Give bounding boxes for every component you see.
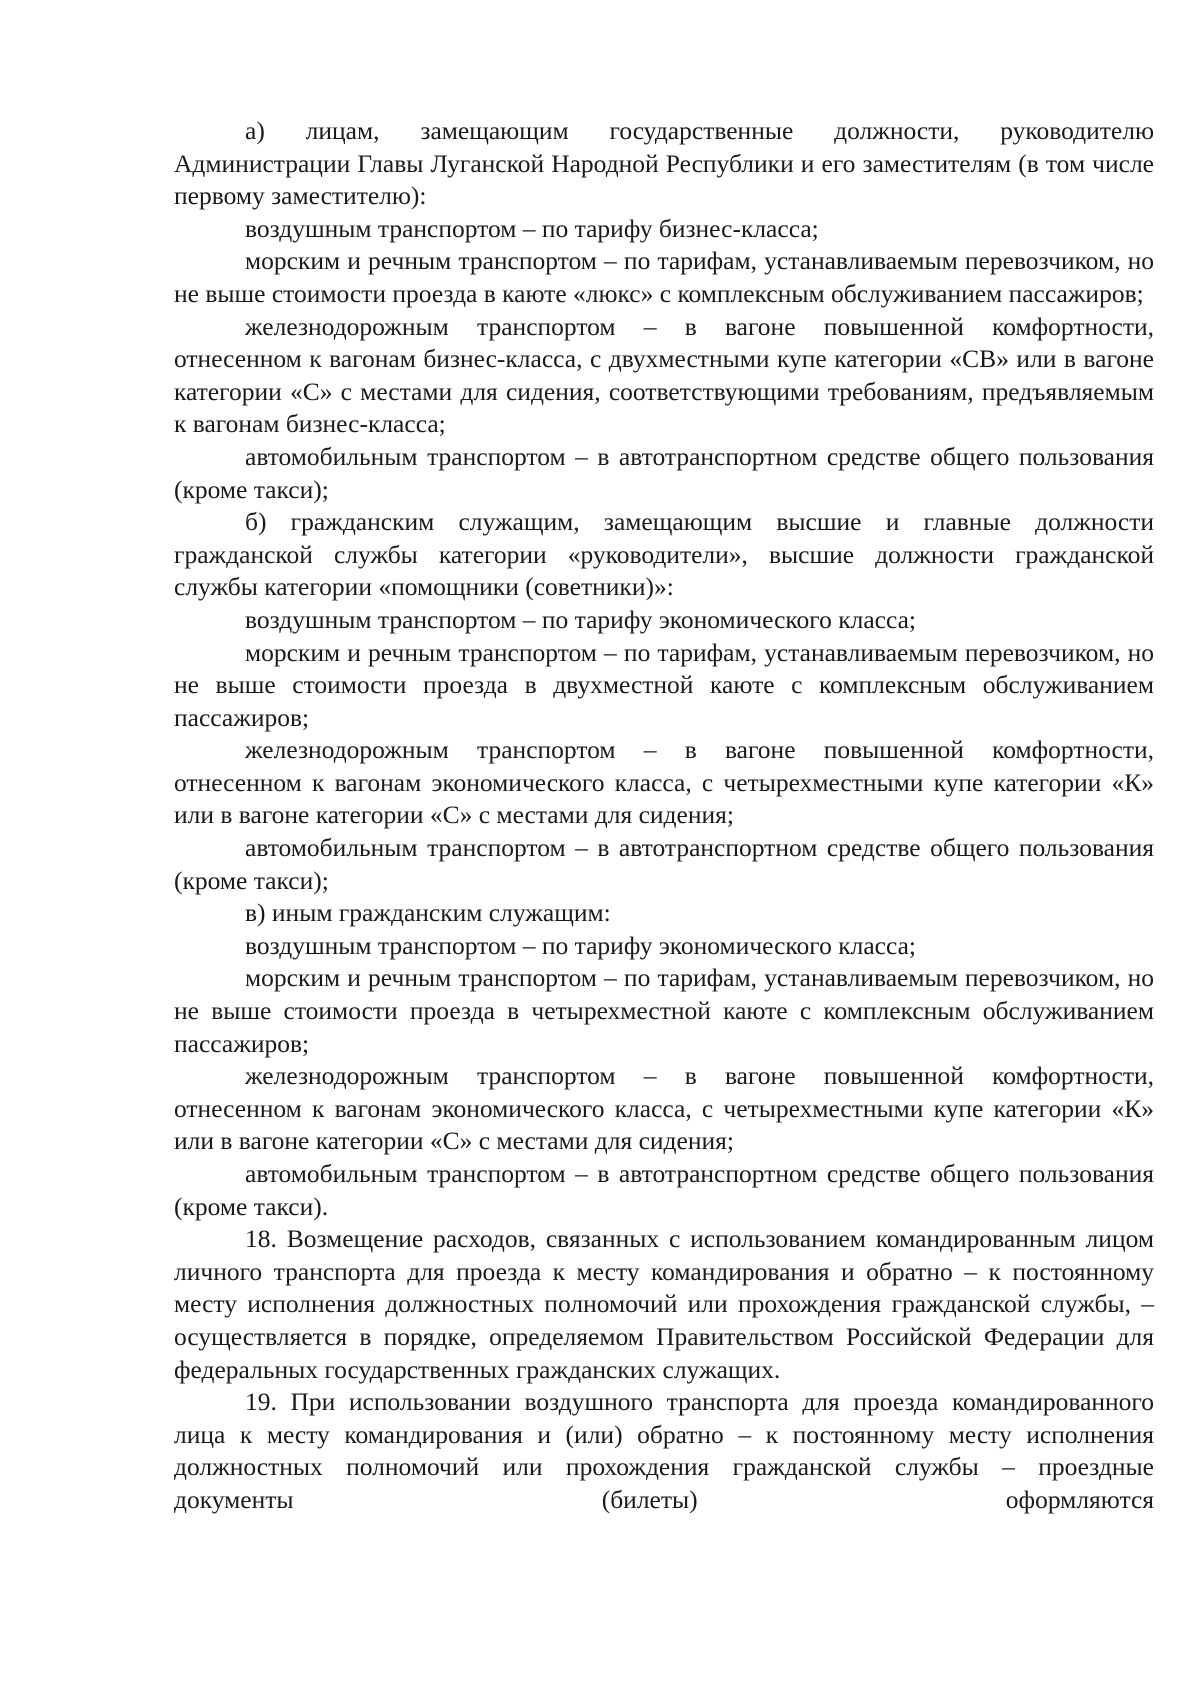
paragraph-c-auto: автомобильным транспортом – в автотранспортном средстве общего пользования (кроме такси). [174,1159,1154,1221]
paragraph-a-heading: а) лицам, замещающим государственные должности, руководителю Администрации Главы Луганской Народной Республики и его заместителям (в том числе первому заместителю): [174,116,1154,211]
paragraph-a-auto: автомобильным транспортом – в автотранспортном средстве общего пользования (кроме такси); [174,441,1154,504]
paragraph-c-rail: железнодорожным транспортом – в вагоне повышенной комфортности, отнесенном к вагонам экономического класса, с четырехместными купе категории «К» или в вагоне категории «С» с местами для сидения; [174,1061,1154,1156]
paragraph-b-rail: железнодорожным транспортом – в вагоне повышенной комфортности, отнесенном к вагонам экономического класса, с четырехместными купе категории «К» или в вагоне категории «С» с местами для сидения; [174,735,1154,830]
paragraph-a-sea: морским и речным транспортом – по тарифам, устанавливаемым перевозчиком, но не выше стоимости проезда в каюте «люкс» с комплексным обслуживанием пассажиров; [174,246,1154,308]
paragraph-a-air: воздушным транспортом – по тарифу бизнес-класса; [245,213,819,243]
paragraph-b-sea: морским и речным транспортом – по тарифам, устанавливаемым перевозчиком, но не выше стоимости проезда в двухместной каюте с комплексным обслуживанием пассажиров; [174,637,1154,732]
paragraph-c-heading: в) иным гражданским служащим: [245,898,611,928]
paragraph-item-18: 18. Возмещение расходов, связанных с использованием командированным лицом личного транспорта для проезда к месту командирования и обратно – к постоянному месту исполнения должностных полномочий или прохождения гражданской службы, – осуществляется в порядке, определяемом Правительством Российской Федерации для федеральных государственных гражданских служащих. [174,1224,1154,1384]
paragraph-b-heading: б) гражданским служащим, замещающим высшие и главные должности гражданской службы категории «руководители», высшие должности гражданской службы категории «помощники (советники)»: [174,507,1154,602]
paragraph-c-sea: морским и речным транспортом – по тарифам, устанавливаемым перевозчиком, но не выше стоимости проезда в четырехместной каюте с комплексным обслуживанием пассажиров; [174,963,1154,1058]
paragraph-a-rail: железнодорожным транспортом – в вагоне повышенной комфортности, отнесенном к вагонам бизнес-класса, с двухместными купе категории «СВ» или в вагоне категории «С» с местами для сидения, соответствующими требованиям, предъявляемым к вагонам бизнес-класса; [174,311,1154,439]
paragraph-b-auto: автомобильным транспортом – в автотранспортном средстве общего пользования (кроме такси); [174,833,1154,895]
paragraph-b-air: воздушным транспортом – по тарифу экономического класса; [245,604,916,634]
paragraph-item-19: 19. При использовании воздушного транспорта для проезда командированного лица к месту командирования и (или) обратно – к постоянному месту исполнения должностных полномочий или прохождения гражданской службы – проездные документы (билеты) оформляются [174,1387,1154,1514]
paragraph-c-air: воздушным транспортом – по тарифу экономического класса; [245,930,916,960]
document-page [174,115,1154,1517]
